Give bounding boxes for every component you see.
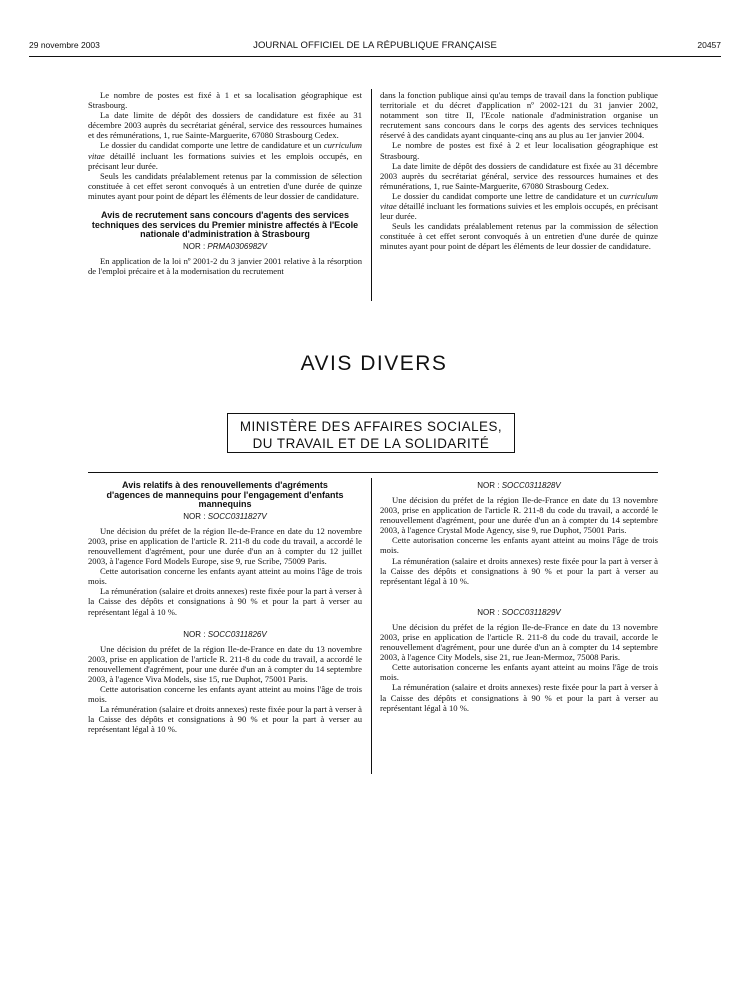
bottom-left-column <box>88 481 362 734</box>
notice-title: Avis de recrutement sans concours d'agents des services techniques des services du Premier ministre affectés à l'Ecole nationale d'administration à Strasbourg <box>91 210 359 240</box>
paragraph: Seuls les candidats préalablement retenus par la commission de sélection constituée à cet effet seront convoqués à un entretien d'une durée de quinze minutes ayant pour point de départ les éléments de leur dossier de candidature. <box>88 170 362 201</box>
paragraph: Le dossier du candidat comporte une lettre de candidature et un curriculum vitae détaillé incluant les formations suivies et les emplois occupés, en précisant leur durée. <box>88 140 362 171</box>
bottom-right-column <box>380 479 658 713</box>
paragraph: La rémunération (salaire et droits annexes) reste fixée pour la part à verser à la Caisse des dépôts et consignations à 90 % et pour la part à verser au représentant légal à 10 %. <box>380 682 658 713</box>
nor-reference: NOR : SOCC0311826V <box>183 629 267 639</box>
top-right-column <box>380 90 658 252</box>
top-left-column <box>88 90 362 276</box>
paragraph: Cette autorisation concerne les enfants ayant atteint au moins l'âge de trois mois. <box>380 535 658 556</box>
nor-reference: NOR : SOCC0311828V <box>477 481 561 490</box>
paragraph: La rémunération (salaire et droits annexes) reste fixée pour la part à verser à la Caisse des dépôts et consignations à 90 % et pour la part à verser au représentant légal à 10 %. <box>88 586 362 617</box>
paragraph: Le nombre de postes est fixé à 1 et sa localisation géographique est Strasbourg. <box>88 90 362 111</box>
paragraph: La date limite de dépôt des dossiers de candidature est fixée au 31 décembre 2003 auprès du secrétariat général, service des ressources humaines et des rémunérations, 1, rue Sainte-Marguerite, 67080 Strasbourg Cedex. <box>88 110 362 141</box>
paragraph: Cette autorisation concerne les enfants ayant atteint au moins l'âge de trois mois. <box>88 684 362 705</box>
ministry-line-2: DU TRAVAIL ET DE LA SOLIDARITÉ <box>252 436 490 451</box>
notice-title: Avis relatifs à des renouvellements d'agréments d'agences de mannequins pour l'engagement d'enfants mannequins <box>106 480 344 510</box>
ministry-line-1: MINISTÈRE DES AFFAIRES SOCIALES, <box>239 419 503 434</box>
paragraph: Le nombre de postes est fixé à 2 et leur localisation géographique est Strasbourg. <box>380 140 658 161</box>
paragraph: Une décision du préfet de la région Ile-de-France en date du 13 novembre 2003, prise en application de l'article R. 211-8 du code du travail, accorde le renouvellement d'agrément, pour une durée d'un an à compter du 14 septembre 2003, à l'agence City Models, sise 21, rue Jean-Mermoz, 75008 Paris. <box>380 621 658 663</box>
paragraph: dans la fonction publique ainsi qu'au temps de travail dans la fonction publique territoriale et du décret d'application nº 2002-121 du 31 janvier 2002, notamment son titre II, l'Ecole nationale d'administration organise un recrutement sans concours dans le corps des agents des services techniques réservé à des candidats ayant cinquante-cinq ans au plus au 1er janvier 2004. <box>380 90 658 141</box>
paragraph: Une décision du préfet de la région Ile-de-France en date du 13 novembre 2003, prise en application de l'article R. 211-8 du code du travail, a accordé le renouvellement d'agrément, pour une durée d'un an à compter du 14 septembre 2003, à l'agence Viva Models, sise 15, rue Duphot, 75001 Paris. <box>88 643 362 684</box>
paragraph: La rémunération (salaire et droits annexes) reste fixée pour la part à verser à la Caisse des dépôts et consignations à 90 % et pour la part à verser au représentant légal à 10 %. <box>88 704 362 735</box>
header-page-number: 20457 <box>697 40 721 50</box>
paragraph: Une décision du préfet de la région Ile-de-France en date du 12 novembre 2003, prise en application de l'article R. 211-8 du code du travail, a accordé le renouvellement d'agrément, pour une durée d'un an à compter du 12 juillet 2003, à l'agence Ford Models Europe, sise 9, rue Scribe, 75009 Paris. <box>88 525 362 567</box>
paragraph: Cette autorisation concerne les enfants ayant atteint au moins l'âge de trois mois. <box>88 566 362 587</box>
paragraph: En application de la loi nº 2001-2 du 3 janvier 2001 relative à la résorption de l'emploi précaire et à la modernisation du recrutement <box>88 255 362 276</box>
header-rule <box>29 56 721 57</box>
paragraph: La rémunération (salaire et droits annexes) reste fixée pour la part à verser à la Caisse des dépôts et consignations à 90 % et pour la part à verser au représentant légal à 10 %. <box>380 555 658 586</box>
paragraph: La date limite de dépôt des dossiers de candidature est fixée au 31 décembre 2003 auprès du secrétariat général, service des ressources humaines et des rémunérations, 1, rue Sainte-Marguerite, 67080 Strasbourg Cedex. <box>380 160 658 191</box>
paragraph: Cette autorisation concerne les enfants ayant atteint au moins l'âge de trois mois. <box>380 662 658 683</box>
running-header <box>29 40 721 54</box>
paragraph: Seuls les candidats préalablement retenus par la commission de sélection constituée à cet effet seront convoqués à un entretien d'une durée de quinze minutes ayant pour point de départ les éléments de leur dossier de candidature. <box>380 221 658 252</box>
nor-reference: NOR : SOCC0311827V <box>183 511 267 521</box>
column-divider <box>371 89 372 301</box>
paragraph: Le dossier du candidat comporte une lettre de candidature et un curriculum vitae détaillé incluant les formations suivies et les emplois occupés, en précisant leur durée. <box>380 190 658 222</box>
column-divider <box>371 478 372 774</box>
nor-reference: NOR : SOCC0311829V <box>477 607 561 617</box>
ministry-box <box>227 413 515 453</box>
section-heading: AVIS DIVERS <box>300 352 448 375</box>
nor-reference: NOR : PRMA0306982V <box>182 241 268 251</box>
header-date: 29 novembre 2003 <box>29 40 100 50</box>
paragraph: Une décision du préfet de la région Ile-de-France en date du 13 novembre 2003, prise en application de l'article R. 211-8 du code du travail, a accordé le renouvellement d'agrément, pour une durée d'un an à compter du 14 septembre 2003, à l'agence Crystal Mode Agency, sise 9, rue Duphot, 75001 Paris. <box>380 495 658 536</box>
header-journal-title: JOURNAL OFFICIEL DE LA RÉPUBLIQUE FRANÇAISE <box>253 40 497 51</box>
section-rule <box>88 472 658 473</box>
